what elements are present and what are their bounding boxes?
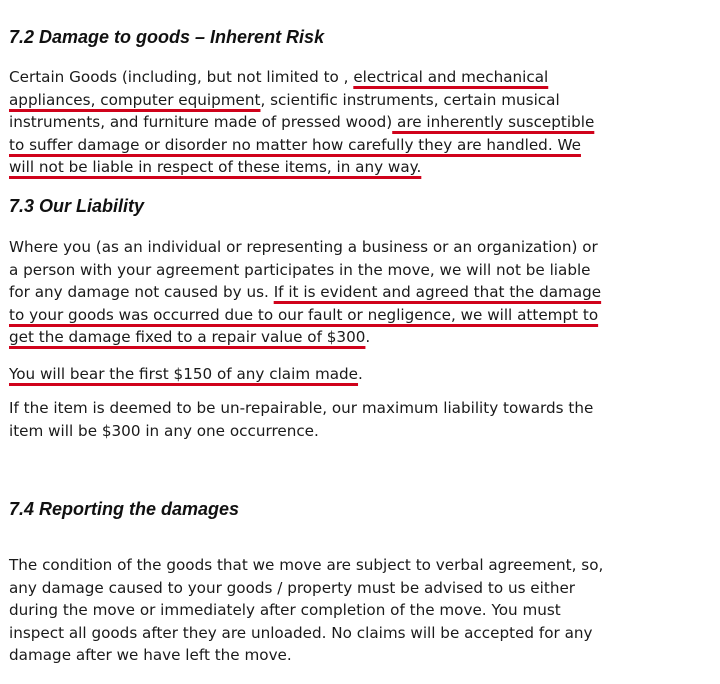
paragraph-inherent-risk: [9, 66, 594, 179]
text-line: [9, 420, 593, 443]
heading-7-3: 7.3 Our Liability: [9, 196, 145, 216]
highlighted-text: will not be liable in respect of these items, in any way.: [9, 158, 422, 176]
text-segment: instruments, and furniture made of pressed wood): [9, 113, 393, 131]
text-segment: inspect all goods after they are unloaded. No claims will be accepted for any: [9, 623, 593, 642]
text-segment: .: [358, 365, 363, 383]
text-line: [9, 111, 594, 134]
highlighted-text: get the damage fixed to a repair value of $300: [9, 328, 366, 346]
paragraph-unrepairable: [9, 397, 593, 442]
highlighted-text: If it is evident and agreed that the damage: [273, 283, 602, 301]
highlighted-text: to suffer damage or disorder no matter how carefully they are handled. We: [9, 135, 581, 154]
text-segment: for any damage not caused by us.: [9, 283, 274, 301]
highlighted-text: to your goods was occurred due to our fault or negligence, we will attempt to: [9, 305, 599, 324]
text-segment: a person with your agreement participates in the move, we will not be liable: [9, 260, 591, 279]
text-segment: If the item is deemed to be un-repairable, our maximum liability towards the: [9, 399, 594, 417]
text-line: [9, 304, 601, 327]
text-segment: .: [365, 328, 371, 346]
text-line: [9, 577, 603, 600]
highlighted-text: You will bear the first $150 of any claim made: [9, 365, 359, 383]
text-line: [9, 281, 601, 304]
highlighted-text: are inherently susceptible: [392, 113, 595, 131]
text-line: [9, 363, 363, 386]
heading-7-2: 7.2 Damage to goods – Inherent Risk: [9, 27, 325, 47]
text-line: [9, 326, 601, 349]
text-segment: The condition of the goods that we move are subject to verbal agreement, so,: [9, 556, 604, 574]
paragraph-first-150: [9, 363, 363, 386]
paragraph-reporting: [9, 554, 603, 667]
text-line: [9, 644, 603, 667]
text-line: [9, 622, 603, 645]
text-line: [9, 397, 593, 420]
text-segment: Where you (as an individual or representing a business or an organization) or: [9, 238, 598, 256]
text-segment: , scientific instruments, certain musical: [260, 90, 560, 109]
text-segment: item will be $300 in any one occurrence.: [9, 421, 319, 440]
text-line: [9, 156, 594, 179]
text-segment: any damage caused to your goods / property must be advised to us either: [9, 578, 576, 597]
text-line: [9, 554, 603, 577]
text-line: [9, 259, 601, 282]
highlighted-text: appliances, computer equipment: [9, 90, 261, 109]
text-line: [9, 134, 594, 157]
text-line: [9, 66, 594, 89]
text-line: [9, 89, 594, 112]
text-line: [9, 599, 603, 622]
heading-7-4: 7.4 Reporting the damages: [9, 499, 240, 519]
text-line: [9, 236, 601, 259]
text-segment: damage after we have left the move.: [9, 646, 292, 664]
paragraph-liability: [9, 236, 601, 349]
text-segment: Certain Goods (including, but not limited to ,: [9, 68, 354, 86]
text-segment: during the move or immediately after completion of the move. You must: [9, 601, 561, 619]
highlighted-text: electrical and mechanical: [353, 68, 549, 86]
